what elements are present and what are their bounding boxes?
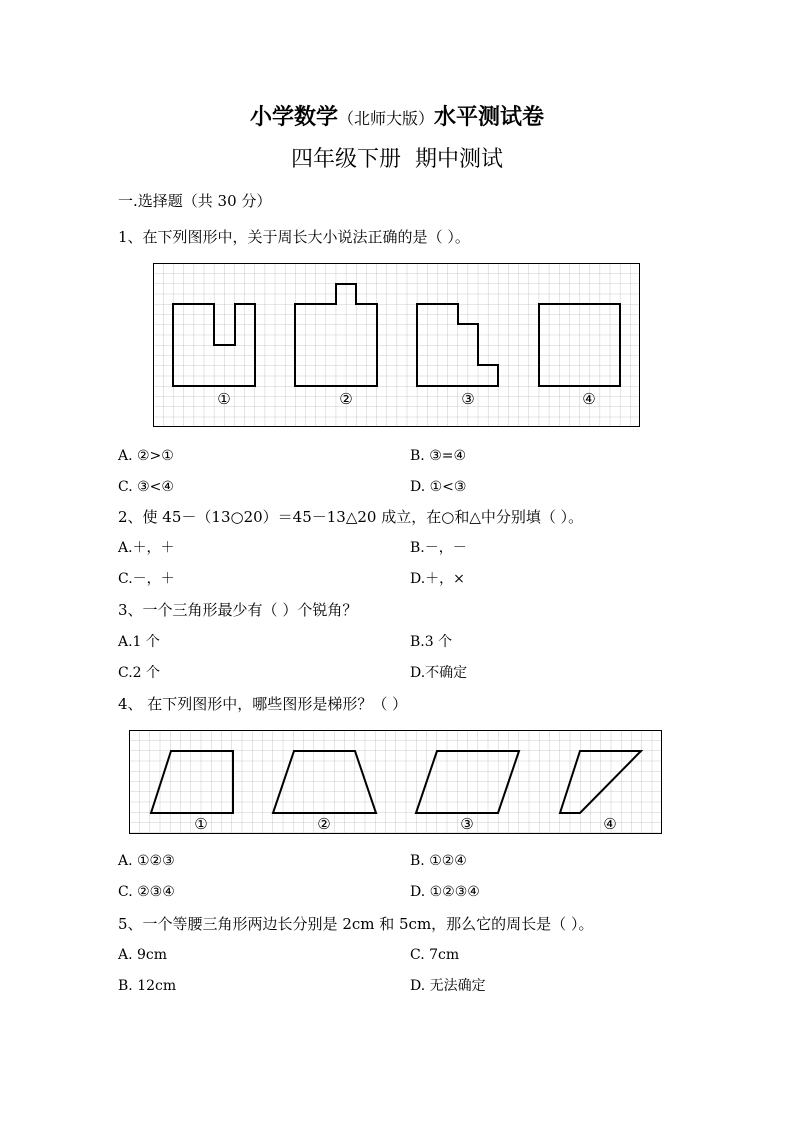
figure-1-label-1: ① xyxy=(217,390,231,408)
title-main-suffix: 水平测试卷 xyxy=(434,105,545,130)
question-2-text: 2、使 45－（13○20）＝45－13△20 成立，在○和△中分别填（ ）。 xyxy=(118,508,584,526)
figure-4-label-1: ① xyxy=(194,815,208,833)
figure-4-label-2: ② xyxy=(317,815,331,833)
question-5-option-c[interactable]: C. 7cm xyxy=(410,947,460,963)
question-3-option-c[interactable]: C.2 个 xyxy=(118,665,161,681)
question-4-option-a[interactable]: A. ①②③ xyxy=(118,853,175,869)
question-4-text: 4、 在下列图形中，哪些图形是梯形？（ ） xyxy=(118,695,408,713)
question-1-option-d[interactable]: D. ①<③ xyxy=(410,479,467,495)
question-3-text: 3、一个三角形最少有（ ）个锐角？ xyxy=(118,601,358,619)
question-5-option-a[interactable]: A. 9cm xyxy=(118,947,168,963)
question-4-option-b[interactable]: B. ①②④ xyxy=(410,853,467,869)
question-1-option-a[interactable]: A. ②>① xyxy=(118,448,174,464)
question-1-figure-svg xyxy=(153,263,640,427)
question-2-option-a[interactable]: A.＋，＋ xyxy=(118,540,175,556)
figure-1-label-2: ② xyxy=(339,390,353,408)
question-5-option-b[interactable]: B. 12cm xyxy=(118,978,177,994)
section-heading: 一.选择题（共 30 分） xyxy=(118,192,272,210)
question-1-option-c[interactable]: C. ③<④ xyxy=(118,479,174,495)
question-4-figure-svg xyxy=(129,730,662,834)
question-4-option-d[interactable]: D. ①②③④ xyxy=(410,884,480,900)
title-main-edition: （北师大版） xyxy=(337,109,434,128)
question-2-option-d[interactable]: D.＋，× xyxy=(410,571,465,587)
figure-1-label-4: ④ xyxy=(582,390,596,408)
question-5-text: 5、一个等腰三角形两边长分别是 2cm 和 5cm，那么它的周长是（ ）。 xyxy=(118,915,594,933)
question-2-option-c[interactable]: C.－，＋ xyxy=(118,571,175,587)
question-4-figure xyxy=(129,730,662,834)
question-3-option-a[interactable]: A.1 个 xyxy=(118,634,160,650)
question-1-text: 1、在下列图形中，关于周长大小说法正确的是（ ）。 xyxy=(118,228,470,246)
question-2-option-b[interactable]: B.－，－ xyxy=(410,540,467,556)
question-3-option-b[interactable]: B.3 个 xyxy=(410,634,453,650)
question-1-option-b[interactable]: B. ③=④ xyxy=(410,448,467,464)
page-title xyxy=(0,104,794,133)
figure-4-label-3: ③ xyxy=(460,815,474,833)
figure-1-label-3: ③ xyxy=(461,390,475,408)
question-1-figure xyxy=(153,263,640,427)
question-5-option-d[interactable]: D. 无法确定 xyxy=(410,978,486,994)
title-main-prefix: 小学数学 xyxy=(249,105,338,130)
page-subtitle: 四年级下册 期中测试 xyxy=(291,147,503,172)
question-3-option-d[interactable]: D.不确定 xyxy=(410,665,468,681)
grid-background xyxy=(130,731,662,834)
question-4-option-c[interactable]: C. ②③④ xyxy=(118,884,175,900)
figure-4-label-4: ④ xyxy=(603,815,617,833)
